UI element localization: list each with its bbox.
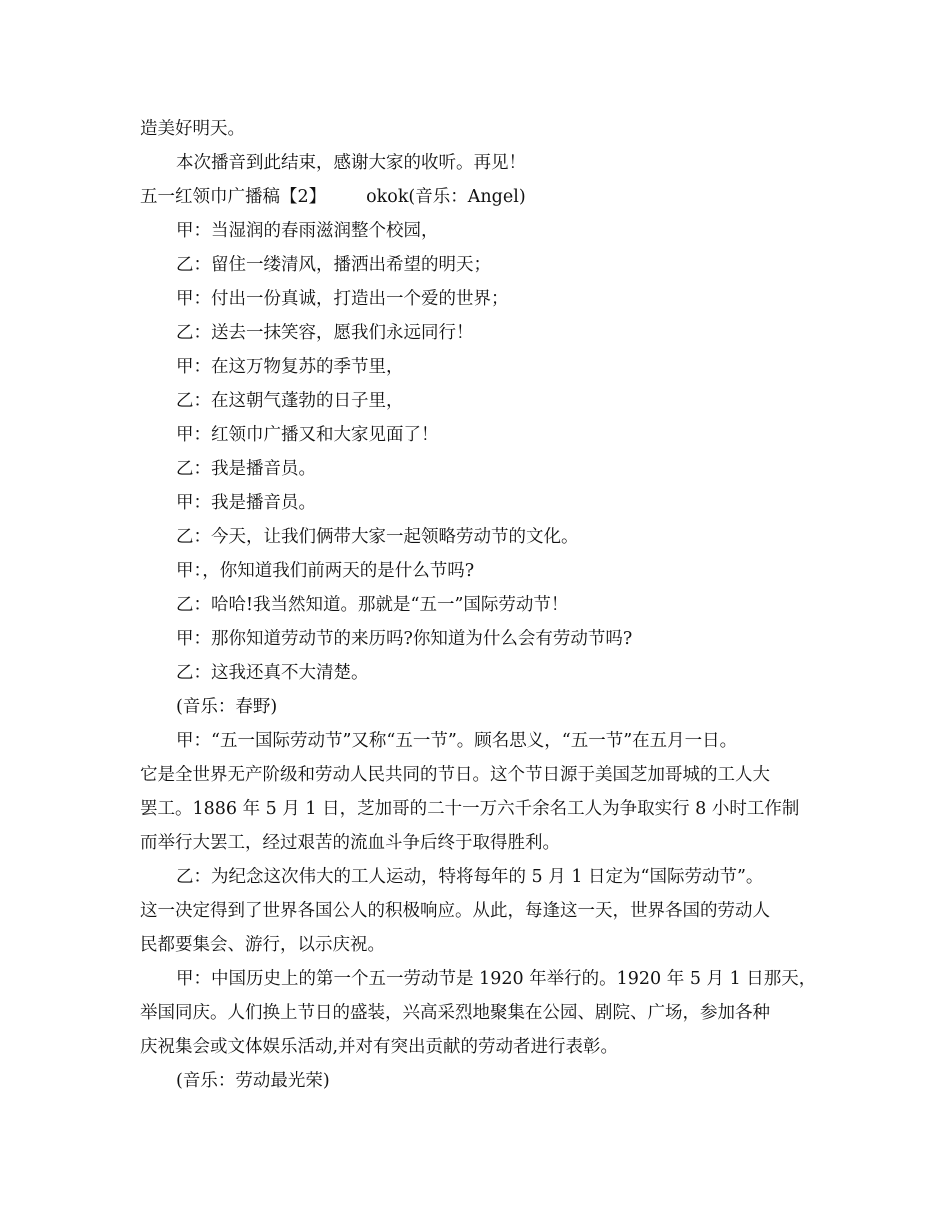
paragraph-line: 甲：中国历史上的第一个五一劳动节是 1920 年举行的。1920 年 5 月 1 日那天， <box>176 969 817 989</box>
dialogue-line: 乙：留住一缕清风，播洒出希望的明天； <box>176 255 491 275</box>
dialogue-line: 甲：付出一份真诚，打造出一个爱的世界； <box>176 289 509 309</box>
dialogue-line: 甲：，你知道我们前两天的是什么节吗? <box>176 561 475 581</box>
music-cue: (音乐：春野) <box>176 697 278 717</box>
dialogue-line: 乙：今天，让我们俩带大家一起领略劳动节的文化。 <box>176 527 579 547</box>
section-title: 五一红领巾广播稿【2】 <box>140 187 327 207</box>
continuation-line: 造美好明天。 <box>140 119 245 139</box>
dialogue-line: 甲：红领巾广播又和大家见面了！ <box>176 425 439 445</box>
dialogue-line: 甲：我是播音员。 <box>176 493 316 513</box>
dialogue-line: 乙：我是播音员。 <box>176 459 316 479</box>
dialogue-line: 乙：这我还真不大清楚。 <box>176 663 369 683</box>
paragraph-line: 它是全世界无产阶级和劳动人民共同的节日。这个节日源于美国芝加哥城的工人大 <box>140 765 770 785</box>
paragraph-line: 甲：“五一国际劳动节”又称“五一节”。顾名思义，“五一节”在五月一日。 <box>176 731 738 751</box>
section-heading <box>140 180 830 214</box>
paragraph-line: 庆祝集会或文体娱乐活动,并对有突出贡献的劳动者进行表彰。 <box>140 1037 619 1057</box>
dialogue-line: 甲：在这万物复苏的季节里， <box>176 357 404 377</box>
paragraph-line: 民都要集会、游行，以示庆祝。 <box>140 935 385 955</box>
paragraph-line: 罢工。1886 年 5 月 1 日，芝加哥的二十一万六千余名工人为争取实行 8 小时工作制 <box>140 799 800 819</box>
closing-line: 本次播音到此结束，感谢大家的收听。再见！ <box>176 153 526 173</box>
paragraph-line: 这一决定得到了世界各国公人的积极响应。从此，每逢这一天，世界各国的劳动人 <box>140 901 770 921</box>
dialogue-line: 乙：送去一抹笑容，愿我们永远同行！ <box>176 323 474 343</box>
music-cue: (音乐：劳动最光荣) <box>176 1071 330 1091</box>
dialogue-line: 甲：那你知道劳动节的来历吗?你知道为什么会有劳动节吗? <box>176 629 633 649</box>
paragraph-line: 乙：为纪念这次伟大的工人运动，特将每年的 5 月 1 日定为“国际劳动节”。 <box>176 867 764 887</box>
dialogue-line: 乙：哈哈!我当然知道。那就是“五一”国际劳动节！ <box>176 595 569 615</box>
dialogue-line: 甲：当湿润的春雨滋润整个校园， <box>176 221 439 241</box>
paragraph-line: 举国同庆。人们换上节日的盛装，兴高采烈地聚集在公园、剧院、广场，参加各种 <box>140 1003 770 1023</box>
section-music: okok(音乐：Angel) <box>366 187 526 207</box>
dialogue-line: 乙：在这朝气蓬勃的日子里， <box>176 391 404 411</box>
paragraph-line: 而举行大罢工，经过艰苦的流血斗争后终于取得胜利。 <box>140 833 560 853</box>
